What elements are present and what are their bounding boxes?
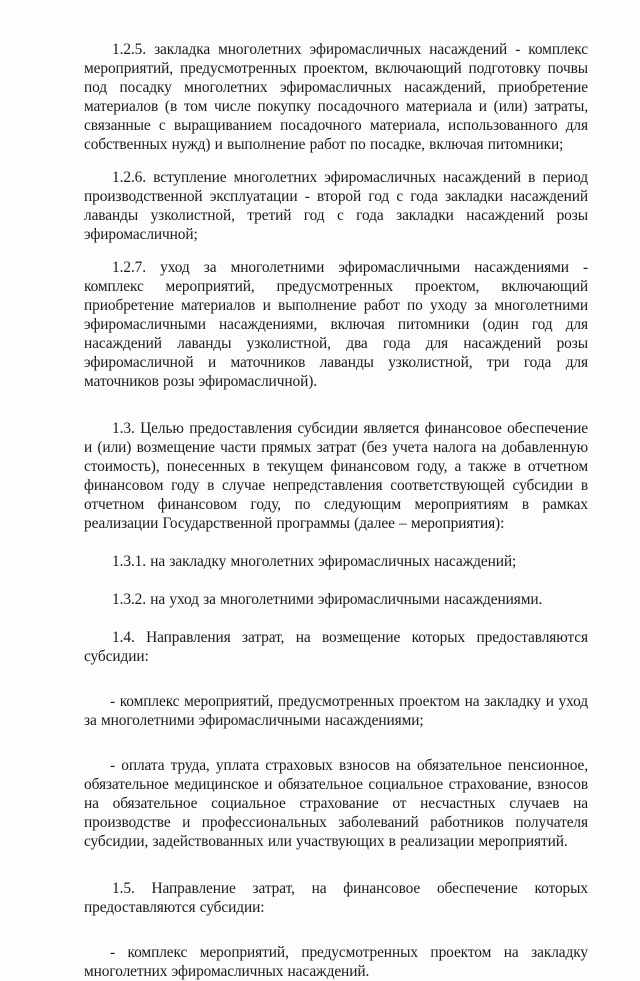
paragraph-1-2-6: 1.2.6. вступление многолетних эфиромасличных насаждений в период производственной эксплуатации - второй год с года закладки насаждений лаванды узколистной, третий год с года закладки насаждений розы эфиромасличной;	[84, 169, 588, 243]
paragraph-1-3-1: 1.3.1. на закладку многолетних эфиромасличных насаждений;	[112, 553, 517, 570]
bullet-complex-measures: - комплекс мероприятий, предусмотренных проектом на закладку и уход за многолетними эфиромасличными насаждениями;	[84, 693, 588, 729]
paragraph-1-3-2: 1.3.2. на уход за многолетними эфиромасличными насаждениями.	[112, 591, 543, 608]
paragraph-1-2-5: 1.2.5. закладка многолетних эфиромасличных насаждений - комплекс мероприятий, предусмотренных проектом, включающий подготовку почвы под посадку многолетних эфиромасличных насаждений, приобретение материалов (в том числе покупку посадочного материала и (или) затраты, связанные с выращиванием посадочного материала, использованного для собственных нужд) и выполнение работ по посадке, включая питомники;	[84, 41, 588, 153]
paragraph-1-3: 1.3. Целью предоставления субсидии является финансовое обеспечение и (или) возмещение части прямых затрат (без учета налога на добавленную стоимость), понесенных в текущем финансовом году, а также в отчетном финансовом году в случае непредставления соответствующей субсидии в отчетном финансовом году, по следующим мероприятиям в рамках реализации Государственной программы (далее – мероприятия):	[84, 420, 588, 532]
bullet-planting-complex: - комплекс мероприятий, предусмотренных проектом на закладку многолетних эфиромасличных насаждений.	[84, 944, 588, 980]
bullet-labor-payment: - оплата труда, уплата страховых взносов на обязательное пенсионное, обязательное медицинское и обязательное социальное страхование, взносов на обязательное социальное страхование от несчастных случаев на производстве и профессиональных заболеваний работников получателя субсидии, задействованных или участвующих в реализации мероприятий.	[84, 757, 588, 850]
paragraph-1-4: 1.4. Направления затрат, на возмещение которых предоставляются субсидии:	[84, 629, 588, 665]
paragraph-1-5: 1.5. Направление затрат, на финансовое обеспечение которых предоставляются субсидии:	[84, 880, 588, 916]
paragraph-1-2-7: 1.2.7. уход за многолетними эфиромасличными насаждениями - комплекс мероприятий, предусмотренных проектом, включающий приобретение материалов и выполнение работ по уходу за многолетними эфиромасличными насаждениями, включая питомники (один год для насаждений лаванды узколистной, два года для насаждений розы эфиромасличной и маточников лаванды узколистной, три года для маточников розы эфиромасличной).	[84, 259, 588, 390]
